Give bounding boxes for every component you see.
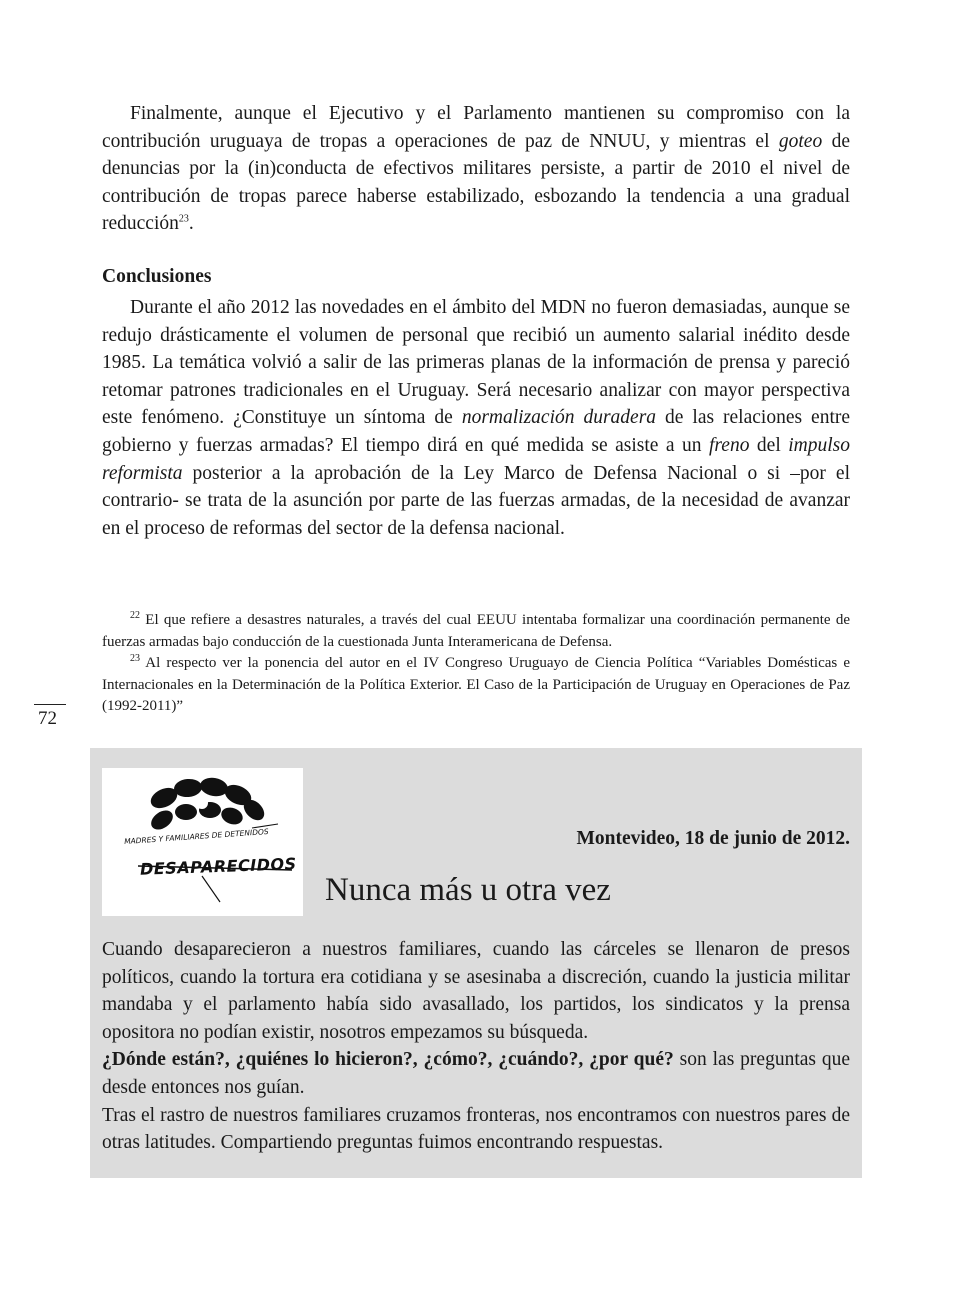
box-paragraph-3: Tras el rastro de nuestros familiares cruzamos fronteras, nos encontramos con nuestros pares de otras latitudes. Compartiendo preguntas fuimos encontrando respuestas. [102,1104,850,1154]
page-number: 72 [38,708,57,729]
page-number-rule [34,704,66,705]
box-body [102,936,850,1157]
footnotes [102,610,850,718]
logo-wordmark: DESAPARECIDOS [139,854,297,879]
paragraph-conclusions: Durante el año 2012 las novedades en el ámbito del MDN no fueron demasiadas, aunque se redujo drásticamente el volumen de personal que recibió un aumento salarial inédito desde 1985. La temática volvió a salir de las primeras planas de la información de prensa y pareció retomar patrones tradicionales en el Uruguay. Será necesario analizar con mayor perspectiva este fenómeno. ¿Constituye un síntoma de normalización duradera de las relaciones entre gobierno y fuerzas armadas? El tiempo dirá en qué medida se asiste a un freno del impulso reformista posterior a la aprobación de la Ley Marco de Defensa Nacional o si –por el contrario- se trata de la asunción por parte de las fuerzas armadas, de la necesidad de avanzar en el proceso de reformas del sector de la defensa nacional. [102,297,851,539]
box-title: Nunca más u otra vez [325,872,611,908]
italic-term-goteo: goteo [778,130,823,152]
logo-tagline: MADRES Y FAMILIARES DE DETENIDOS [123,826,269,847]
section-heading-conclusiones: Conclusiones [102,266,212,287]
box-paragraph-1: Cuando desaparecieron a nuestros familiares, cuando las cárceles se llenaron de presos políticos, cuando la tortura era cotidiana y se asesinaba a discreción, cuando la justicia militar mandaba y el parlamento había sido avasallado, los partidos, los sindicatos y la prensa opositora no podían existir, nosotros empezamos su búsqueda. [102,939,850,1043]
logo [102,768,303,916]
footnote-23: $^{23}$ Al respecto ver la ponencia del autor en el IV Congreso Uruguayo de Ciencia Política “Variables Domésticas e Internacionales en la Determinación de la Política Exterior. El Caso de la Participación de Uruguay en Operaciones de Paz (1992-2011)” [102,653,850,714]
footnote-22: $^{22}$ El que refiere a desastres naturales, a través del cual EEUU intentaba formalizar una coordinación permanente de fuerzas armadas bajo conducción de la cuestionada Junta Interamericana de Defensa. [102,610,850,650]
footnote-ref-23[interactable]: 23 [178,213,189,225]
advertisement-box [90,748,862,1178]
paragraph-troop-contribution: Finalmente, aunque el Ejecutivo y el Parlamento mantienen su compromiso con la contribución uruguaya de tropas a operaciones de paz de NNUU, y mientras el goteo de denuncias por la (in)conducta de efectivos militares persiste, a partir de 2010 el nivel de contribución de tropas parece haberse estabilizado, esbozando la tendencia a una gradual reducción$^{23}$. [102,103,850,235]
box-paragraph-2: ¿Dónde están?, ¿quiénes lo hicieron?, ¿cómo?, ¿cuándo?, ¿por qué? son las preguntas que desde entonces nos guían. [102,1049,851,1098]
box-date: Montevideo, 18 de junio de 2012. [576,828,850,849]
